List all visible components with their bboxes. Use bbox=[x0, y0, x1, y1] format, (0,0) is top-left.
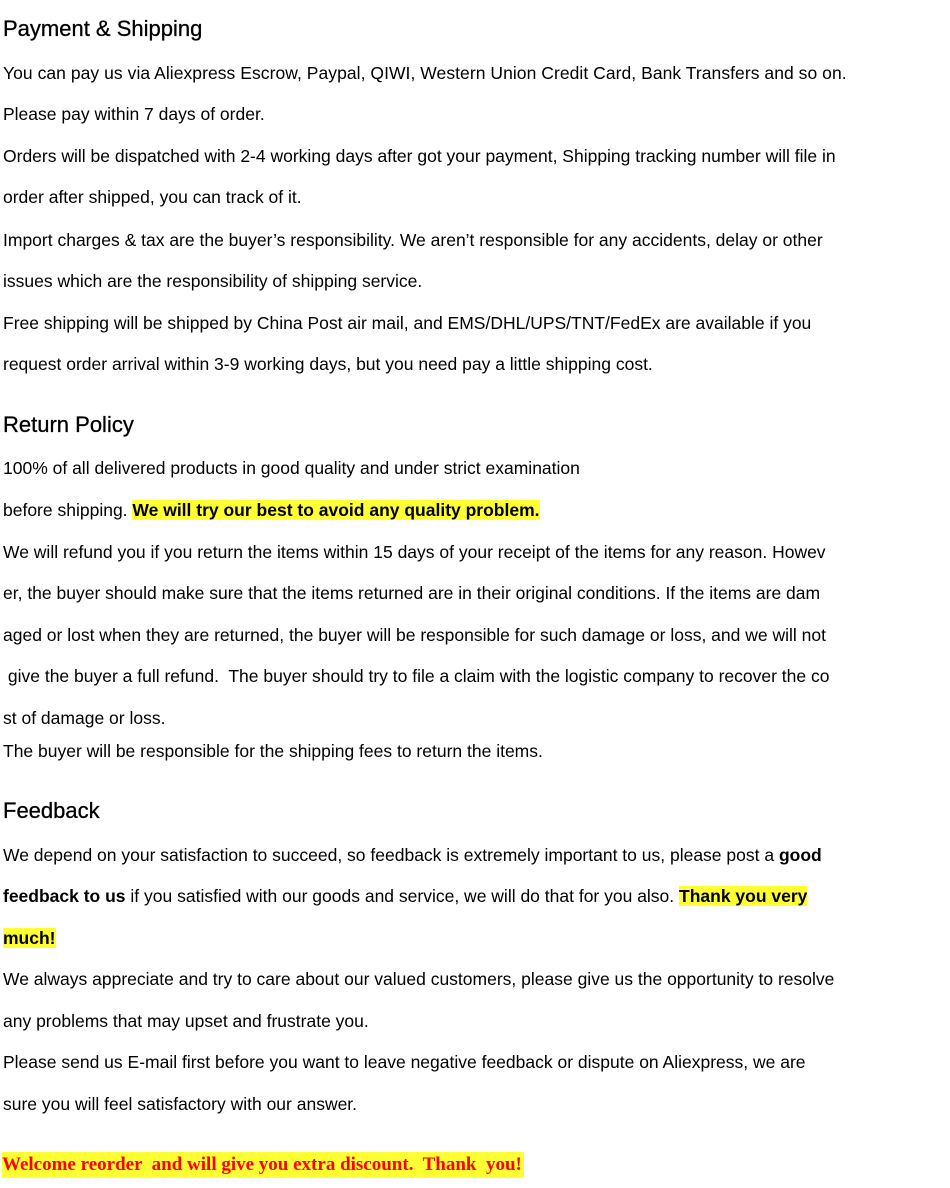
return-line-1: 100% of all delivered products in good quality and under strict examination bbox=[3, 458, 580, 478]
payment-line-7: Free shipping will be shipped by China Post air mail, and EMS/DHL/UPS/TNT/FedEx are available if you bbox=[3, 313, 812, 333]
payment-line-2: Please pay within 7 days of order. bbox=[3, 104, 265, 124]
return-line-2 bbox=[3, 498, 540, 522]
payment-line-1: You can pay us via Aliexpress Escrow, Paypal, QIWI, Western Union Credit Card, Bank Transfers and so on. bbox=[3, 63, 847, 83]
return-policy-heading: Return Policy bbox=[3, 412, 134, 437]
return-line-7: st of damage or loss. bbox=[3, 708, 166, 728]
quality-highlight: We will try our best to avoid any quality problem. bbox=[132, 500, 540, 520]
payment-line-4: order after shipped, you can track of it. bbox=[3, 187, 302, 207]
feedback-line-2 bbox=[3, 884, 807, 908]
closing-message: Welcome reorder and will give you extra discount. Thank you! bbox=[2, 1152, 524, 1178]
feedback-line-1 bbox=[3, 843, 822, 867]
return-line-5: aged or lost when they are returned, the buyer will be responsible for such damage or loss, and we will not bbox=[3, 625, 826, 645]
feedback-line-5: any problems that may upset and frustrate you. bbox=[3, 1011, 369, 1031]
payment-line-5: Import charges & tax are the buyer’s responsibility. We aren’t responsible for any accidents, delay or other bbox=[3, 230, 823, 250]
feedback-line-1-text: We depend on your satisfaction to succeed, so feedback is extremely important to us, please post a bbox=[3, 845, 779, 865]
feedback-line-4: We always appreciate and try to care about our valued customers, please give us the opportunity to resolve bbox=[3, 969, 835, 989]
feedback-line-3 bbox=[3, 926, 56, 950]
payment-line-6: issues which are the responsibility of shipping service. bbox=[3, 271, 423, 291]
payment-line-3: Orders will be dispatched with 2-4 working days after got your payment, Shipping tracking number will file in bbox=[3, 146, 836, 166]
feedback-good-bold: good bbox=[778, 845, 822, 865]
return-line-8: The buyer will be responsible for the shipping fees to return the items. bbox=[3, 741, 543, 761]
feedback-line-2-text: if you satisfied with our goods and service, we will do that for you also. bbox=[125, 886, 680, 906]
return-line-6: give the buyer a full refund. The buyer should try to file a claim with the logistic company to recover the co bbox=[3, 666, 830, 686]
feedback-to-us-bold: feedback to us bbox=[3, 886, 126, 906]
much-highlight: much! bbox=[3, 928, 56, 948]
return-line-3: We will refund you if you return the items within 15 days of your receipt of the items for any reason. Howev bbox=[3, 542, 826, 562]
return-line-4: er, the buyer should make sure that the items returned are in their original conditions. If the items are dam bbox=[3, 583, 821, 603]
payment-line-8: request order arrival within 3-9 working days, but you need pay a little shipping cost. bbox=[3, 354, 653, 374]
feedback-line-7: sure you will feel satisfactory with our answer. bbox=[3, 1094, 358, 1114]
feedback-heading: Feedback bbox=[3, 798, 100, 823]
payment-shipping-heading: Payment & Shipping bbox=[3, 16, 203, 41]
thank-you-highlight: Thank you very bbox=[679, 886, 808, 906]
return-line-2-text: before shipping. bbox=[3, 500, 133, 520]
feedback-line-6: Please send us E-mail first before you want to leave negative feedback or dispute on Aliexpress, we are bbox=[3, 1052, 806, 1072]
